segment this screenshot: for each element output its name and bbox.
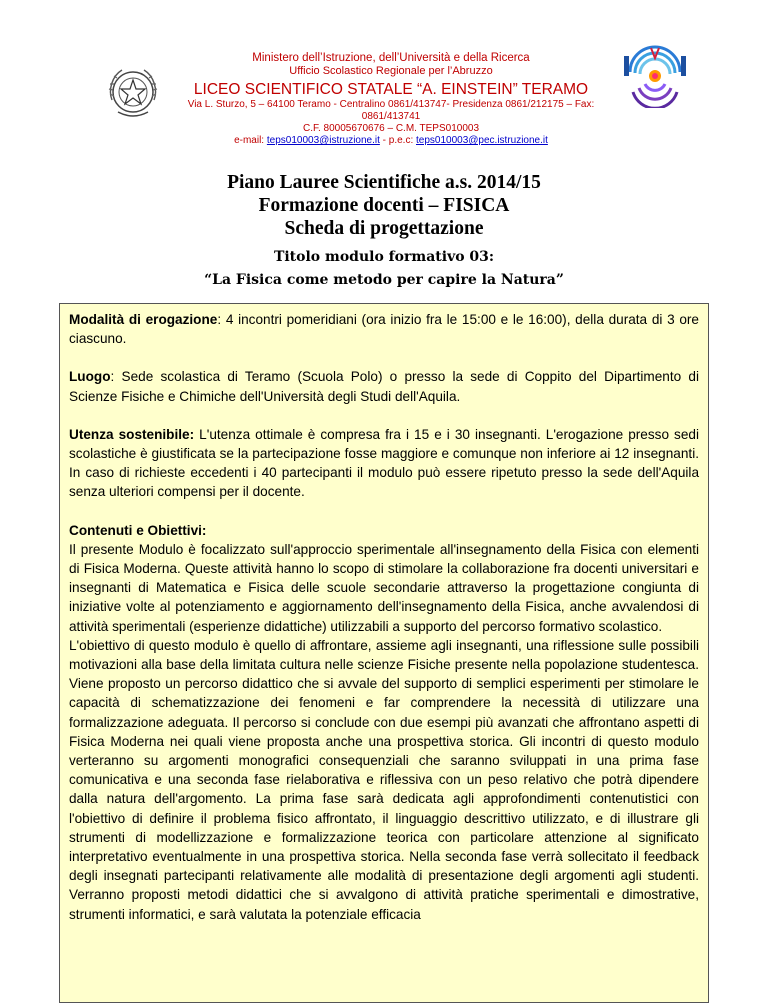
document-title [0, 171, 768, 240]
contenuti-label: Contenuti e Obiettivi: [69, 522, 207, 538]
title-line-1: Piano Lauree Scientifiche a.s. 2014/15 [227, 172, 541, 193]
module-details-box [59, 303, 709, 1003]
modalita-paragraph [69, 310, 699, 348]
regional-office: Ufficio Scolastico Regionale per l’Abruzzo [289, 65, 493, 77]
email-prefix: e-mail: [234, 135, 267, 146]
school-address: Via L. Sturzo, 5 – 64100 Teramo - Centralino 0861/413747- Presidenza 0861/212175 – Fax: 0861/413741 [187, 99, 595, 122]
modalita-label: Modalità di erogazione [69, 312, 218, 327]
contenuti-paragraph-1: Il presente Modulo è focalizzato sull'approccio sperimentale all'insegnamento della Fisica con elementi di Fisica Moderna. Queste attività hanno lo scopo di stimolare la collaborazione fra docenti universitari e insegnanti di Matematica e Fisica delle scuole secondarie attraverso la progettazione congiunta di iniziative volte al potenziamento e aggiornamento dell'insegnamento della Fisica, anche avvalendosi di attività sperimentali (esperienze didattiche) utilizzabili a supporto del percorso formativo scolastico. [69, 541, 699, 634]
utenza-paragraph [69, 425, 699, 502]
luogo-label: Luogo [69, 369, 111, 385]
letterhead-text [160, 52, 622, 147]
utenza-text: L'utenza ottimale è compresa fra i 15 e i 30 insegnanti. L'erogazione presso sedi scolastiche è giustificata se la partecipazione fosse maggiore e comunque non inferiore ai 12 insegnanti. In caso di richieste eccedenti i 40 partecipanti il modulo può essere ripetuto presso la sede dell'Aquila senza ulteriori compensi per il docente. [69, 426, 699, 500]
utenza-label: Utenza sostenibile: [69, 426, 195, 442]
school-name: LICEO SCIENTIFICO STATALE “A. EINSTEIN” TERAMO [193, 81, 589, 98]
title-line-3: Scheda di progettazione [284, 218, 484, 239]
contenuti-paragraph-2: L'obiettivo di questo modulo è quello di affrontare, assieme agli insegnanti, una riflessione sulle possibili motivazioni alla base della limitata cultura nelle scienze Fisiche presente nella popolazione studentesca. Viene proposto un percorso didattico che si avvale del supporto di semplici esperimenti per stimolare le capacità di schematizzazione dei fenomeni e far comprendere la necessità di utilizzare una formalizzazione adeguata. Il percorso si conclude con due esempi più avanzati che affrontano aspetti di Fisica Moderna nei quali viene proposta anche una prospettiva storica. Gli incontri di questo modulo verteranno su argomenti monografici consequenziali che saranno sviluppati in una prima fase comunicativa e una seconda fase rielaborativa e riflessiva con un peso relativo che potrà dipendere dalla natura dell'argomento. La prima fase sarà dedicata agli approfondimenti contenutistici con l'obiettivo di definire il problema fisico affrontato, il linguaggio descrittivo utilizzato, e di illustrare gli strumenti di modellizzazione e formalizzazione teorica con particolare attenzione al significato interpretativo eventualmente in una prospettiva storica. Nella seconda fase verrà sollecitato il feedback degli insegnati partecipanti relativamente alle modalità di presentazione degli argomenti agli studenti. Verranno proposti metodi didattici che si avvalgono di attività pratiche sperimentali e dimostrative, strumenti informatici, e sarà valutata la potenziale efficacia [69, 637, 699, 922]
italian-republic-emblem-icon [104, 62, 162, 122]
letterhead [0, 0, 768, 160]
school-codes: C.F. 80005670676 – C.M. TEPS010003 [302, 123, 480, 134]
email-link[interactable]: teps010003@istruzione.it [266, 135, 380, 146]
pec-prefix: - p.e.c: [379, 135, 416, 146]
contact-line [160, 135, 622, 147]
pec-link[interactable]: teps010003@pec.istruzione.it [416, 135, 548, 146]
school-logo-icon [622, 42, 688, 108]
module-title [0, 246, 768, 292]
modalita-text: : 4 incontri pomeridiani (ora inizio fra le 15:00 e le 16:00), della durata di 3 ore ciascuno. [69, 312, 699, 347]
title-line-2: Formazione docenti – FISICA [258, 195, 510, 216]
ministry-name: Ministero dell’Istruzione, dell’Università e della Ricerca [252, 52, 530, 64]
module-number: Titolo modulo formativo 03: [273, 249, 495, 265]
luogo-paragraph [69, 367, 699, 405]
luogo-text: : Sede scolastica di Teramo (Scuola Polo) o presso la sede di Coppito del Dipartimento di Scienze Fisiche e Chimiche dell'Università degli Studi dell'Aquila. [69, 369, 699, 404]
module-name: “La Fisica come metodo per capire la Natura” [204, 272, 564, 288]
